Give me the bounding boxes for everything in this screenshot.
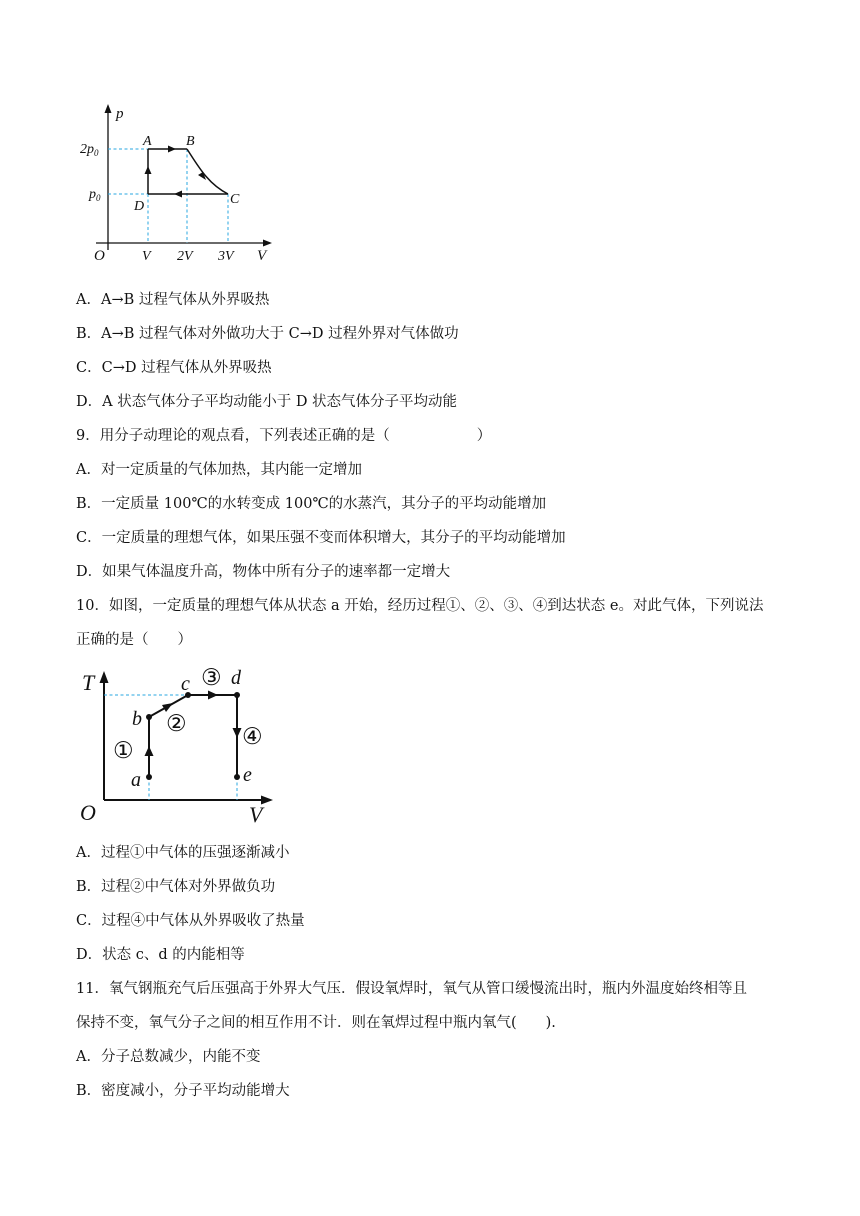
q10-stem-line1: 10．如图，一定质量的理想气体从状态 a 开始，经历过程①、②、③、④到达状态 e。对此气体，下列说法 [76, 598, 764, 614]
tick-3v: 3V [218, 249, 234, 264]
q10-option-a: A．过程①中气体的压强逐渐减小 [76, 845, 290, 861]
tv-diagram [76, 660, 286, 830]
arrow-1-icon [145, 746, 154, 756]
process-path [149, 695, 237, 777]
q9-stem: 9．用分子动理论的观点看，下列表述正确的是（ ） [76, 428, 492, 444]
dashed-guides [108, 149, 228, 243]
q11-option-a: A．分子总数减少，内能不变 [76, 1049, 261, 1065]
direction-arrows [145, 146, 207, 198]
tick-p0: $p_0$ [89, 187, 101, 203]
tick-v: V [142, 249, 151, 264]
q10-option-c: C．过程④中气体从外界吸收了热量 [76, 913, 305, 929]
q9-option-b: B．一定质量 100℃的水转变成 100℃的水蒸汽，其分子的平均动能增加 [76, 496, 547, 512]
states [146, 692, 240, 780]
arrow-cd-icon [174, 191, 182, 198]
state-e-dot [234, 774, 240, 780]
cycle-path [148, 149, 228, 194]
arrow-4-icon [233, 728, 242, 738]
state-d-dot [234, 692, 240, 698]
q11-stem-line2: 保持不变，氧气分子之间的相互作用不计．则在氧焊过程中瓶内氧气( ). [76, 1015, 556, 1031]
point-b-label: B [186, 134, 195, 149]
v-axis-arrow-icon [263, 240, 272, 247]
q8-option-a: A．A→B 过程气体从外界吸热 [76, 292, 270, 308]
v-axis-label: V [257, 248, 267, 264]
t-axis-label: T [82, 670, 95, 695]
state-b-label: b [132, 708, 142, 730]
state-c-label: c [181, 673, 190, 695]
q9-option-c: C．一定质量的理想气体，如果压强不变而体积增大，其分子的平均动能增加 [76, 530, 566, 546]
arrow-ab-icon [168, 146, 176, 153]
p-axis-arrow-icon [105, 104, 112, 113]
v-axis-label: V [249, 802, 263, 827]
arrow-3-icon [208, 691, 218, 700]
state-d-label: d [231, 667, 241, 689]
process-2-label: ② [166, 711, 187, 736]
q11-option-b: B．密度减小，分子平均动能增大 [76, 1083, 290, 1099]
arrow-da-icon [145, 166, 152, 174]
state-b-dot [146, 714, 152, 720]
origin-label: O [94, 248, 105, 264]
q10-option-b: B．过程②中气体对外界做负功 [76, 879, 276, 895]
origin-label: O [80, 800, 96, 825]
q11-stem-line1: 11．氧气钢瓶充气后压强高于外界大气压．假设氧焊时，氧气从管口缓慢流出时，瓶内外温度始终相等且 [76, 981, 747, 997]
tick-2p0: $2p_0$ [80, 142, 99, 158]
process-3-label: ③ [201, 665, 222, 690]
q8-option-b: B．A→B 过程气体对外做功大于 C→D 过程外界对气体做功 [76, 326, 459, 342]
v-axis-arrow-icon [261, 796, 273, 805]
point-a-label: A [143, 134, 152, 149]
q10-option-d: D．状态 c、d 的内能相等 [76, 947, 245, 963]
process-4-label: ④ [242, 724, 263, 749]
point-c-label: C [230, 192, 240, 207]
q9-option-a: A．对一定质量的气体加热，其内能一定增加 [76, 462, 362, 478]
q8-option-c: C．C→D 过程气体从外界吸热 [76, 360, 272, 376]
pv-diagram [76, 100, 276, 265]
state-a-dot [146, 774, 152, 780]
q10-stem-line2: 正确的是（ ） [76, 632, 192, 648]
tick-2v: 2V [177, 249, 193, 264]
t-axis-arrow-icon [100, 671, 109, 683]
p-axis-label: p [116, 106, 124, 122]
axes [96, 110, 268, 250]
state-e-label: e [243, 764, 252, 786]
point-d-label: D [134, 199, 145, 214]
direction-arrows [145, 691, 242, 757]
state-a-label: a [131, 769, 141, 791]
q8-option-d: D．A 状态气体分子平均动能小于 D 状态气体分子平均动能 [76, 394, 458, 410]
q9-option-d: D．如果气体温度升高，物体中所有分子的速率都一定增大 [76, 564, 451, 580]
process-1-label: ① [113, 738, 134, 763]
